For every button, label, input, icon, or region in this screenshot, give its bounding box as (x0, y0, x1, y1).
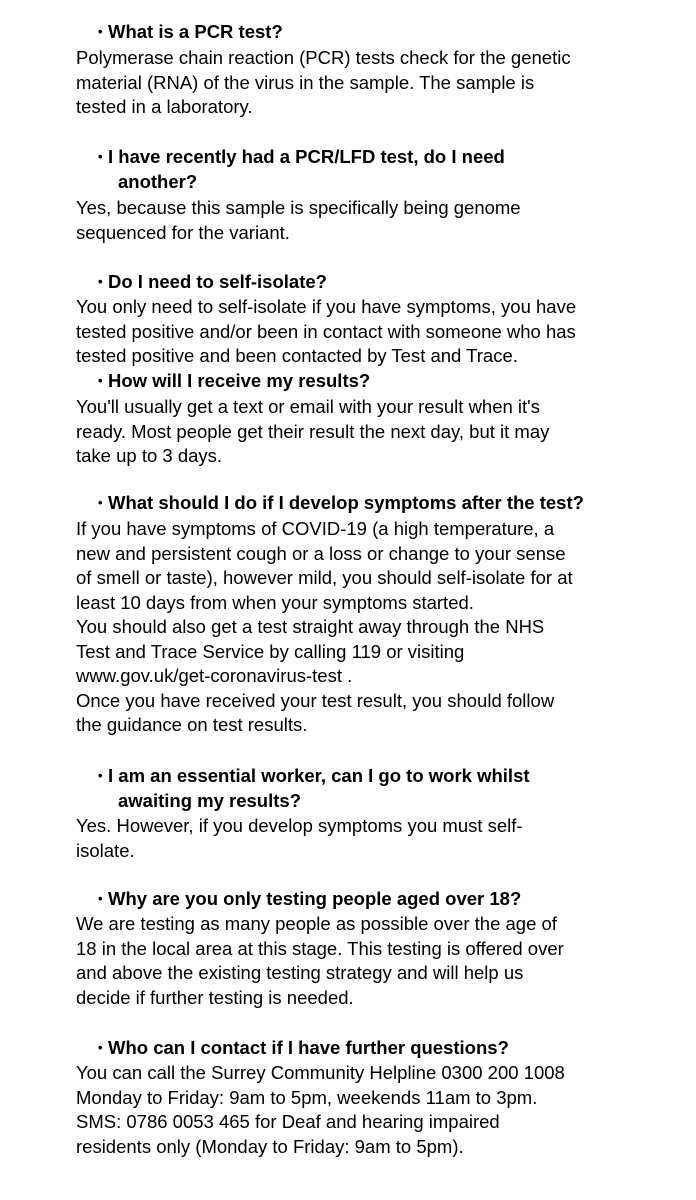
question-text: What is a PCR test? (108, 21, 283, 42)
bullet-icon: • (98, 373, 103, 388)
faq-question (98, 145, 678, 194)
faq-question (98, 1036, 678, 1061)
question-text: Why are you only testing people aged over 18? (108, 888, 522, 909)
question-text: What should I do if I develop symptoms after the test? (108, 492, 584, 513)
answer-line: You'll usually get a text or email with your result when it's (76, 396, 540, 417)
question-text: How will I receive my results? (108, 370, 371, 391)
answer-line: Polymerase chain reaction (PCR) tests check for the genetic (76, 47, 571, 68)
faq-question (98, 764, 678, 813)
faq-answer (76, 1061, 686, 1159)
answer-line: the guidance on test results. (76, 714, 308, 735)
bullet-icon: • (98, 768, 103, 783)
faq-answer (76, 46, 686, 120)
answer-line: least 10 days from when your symptoms started. (76, 591, 474, 613)
question-text: Who can I contact if I have further questions? (108, 1037, 509, 1058)
faq-question (98, 369, 678, 394)
faq-question (98, 887, 678, 912)
bullet-icon: • (98, 24, 103, 39)
faq-question (98, 491, 678, 516)
answer-line: Test and Trace Service by calling 119 or visiting (76, 640, 465, 662)
question-text: another? (118, 170, 198, 192)
answer-line: residents only (Monday to Friday: 9am to 5pm). (76, 1135, 464, 1157)
answer-line: Once you have received your test result, you should follow (76, 689, 555, 711)
faq-question (98, 270, 678, 295)
answer-line: SMS: 0786 0053 465 for Deaf and hearing impaired (76, 1111, 500, 1132)
answer-line: Yes. However, if you develop symptoms you must self- (76, 815, 523, 836)
question-text: I have recently had a PCR/LFD test, do I need (108, 146, 505, 167)
answer-line: You should also get a test straight away through the NHS (76, 616, 545, 637)
faq-question (98, 20, 678, 45)
faq-answer (76, 395, 686, 469)
question-text: awaiting my results? (118, 789, 301, 811)
answer-line: isolate. (76, 839, 135, 861)
question-text: Do I need to self-isolate? (108, 271, 327, 292)
bullet-icon: • (98, 1040, 103, 1055)
answer-line: 18 in the local area at this stage. This testing is offered over (76, 937, 564, 959)
answer-line: ready. Most people get their result the next day, but it may (76, 420, 550, 442)
answer-line: decide if further testing is needed. (76, 986, 354, 1008)
answer-link[interactable]: www.gov.uk/get-coronavirus-test . (76, 665, 353, 686)
answer-line: You can call the Surrey Community Helpline 0300 200 1008 (76, 1062, 565, 1083)
answer-line: material (RNA) of the virus in the sample. The sample is (76, 71, 535, 93)
answer-line: take up to 3 days. (76, 445, 223, 466)
answer-line: If you have symptoms of COVID-19 (a high temperature, a (76, 518, 555, 539)
answer-line: You only need to self-isolate if you have symptoms, you have (76, 296, 577, 317)
bullet-icon: • (98, 149, 103, 164)
bullet-icon: • (98, 495, 103, 510)
answer-line: We are testing as many people as possible over the age of (76, 913, 557, 934)
answer-line: and above the existing testing strategy and will help us (76, 962, 524, 983)
answer-line: tested positive and been contacted by Test and Trace. (76, 345, 518, 366)
bullet-icon: • (98, 274, 103, 289)
answer-line: Monday to Friday: 9am to 5pm, weekends 11am to 3pm. (76, 1086, 538, 1108)
faq-answer (76, 295, 686, 369)
answer-line: new and persistent cough or a loss or change to your sense (76, 542, 566, 564)
answer-line: tested in a laboratory. (76, 96, 253, 117)
bullet-icon: • (98, 891, 103, 906)
faq-answer (76, 814, 686, 863)
answer-line: tested positive and/or been in contact with someone who has (76, 320, 576, 342)
faq-answer (76, 196, 686, 245)
faq-answer (76, 912, 686, 1010)
answer-line: sequenced for the variant. (76, 221, 290, 243)
question-text: I am an essential worker, can I go to work whilst (108, 765, 530, 786)
answer-line: Yes, because this sample is specifically being genome (76, 197, 521, 218)
answer-line: of smell or taste), however mild, you should self-isolate for at (76, 567, 573, 588)
faq-answer (76, 517, 686, 738)
